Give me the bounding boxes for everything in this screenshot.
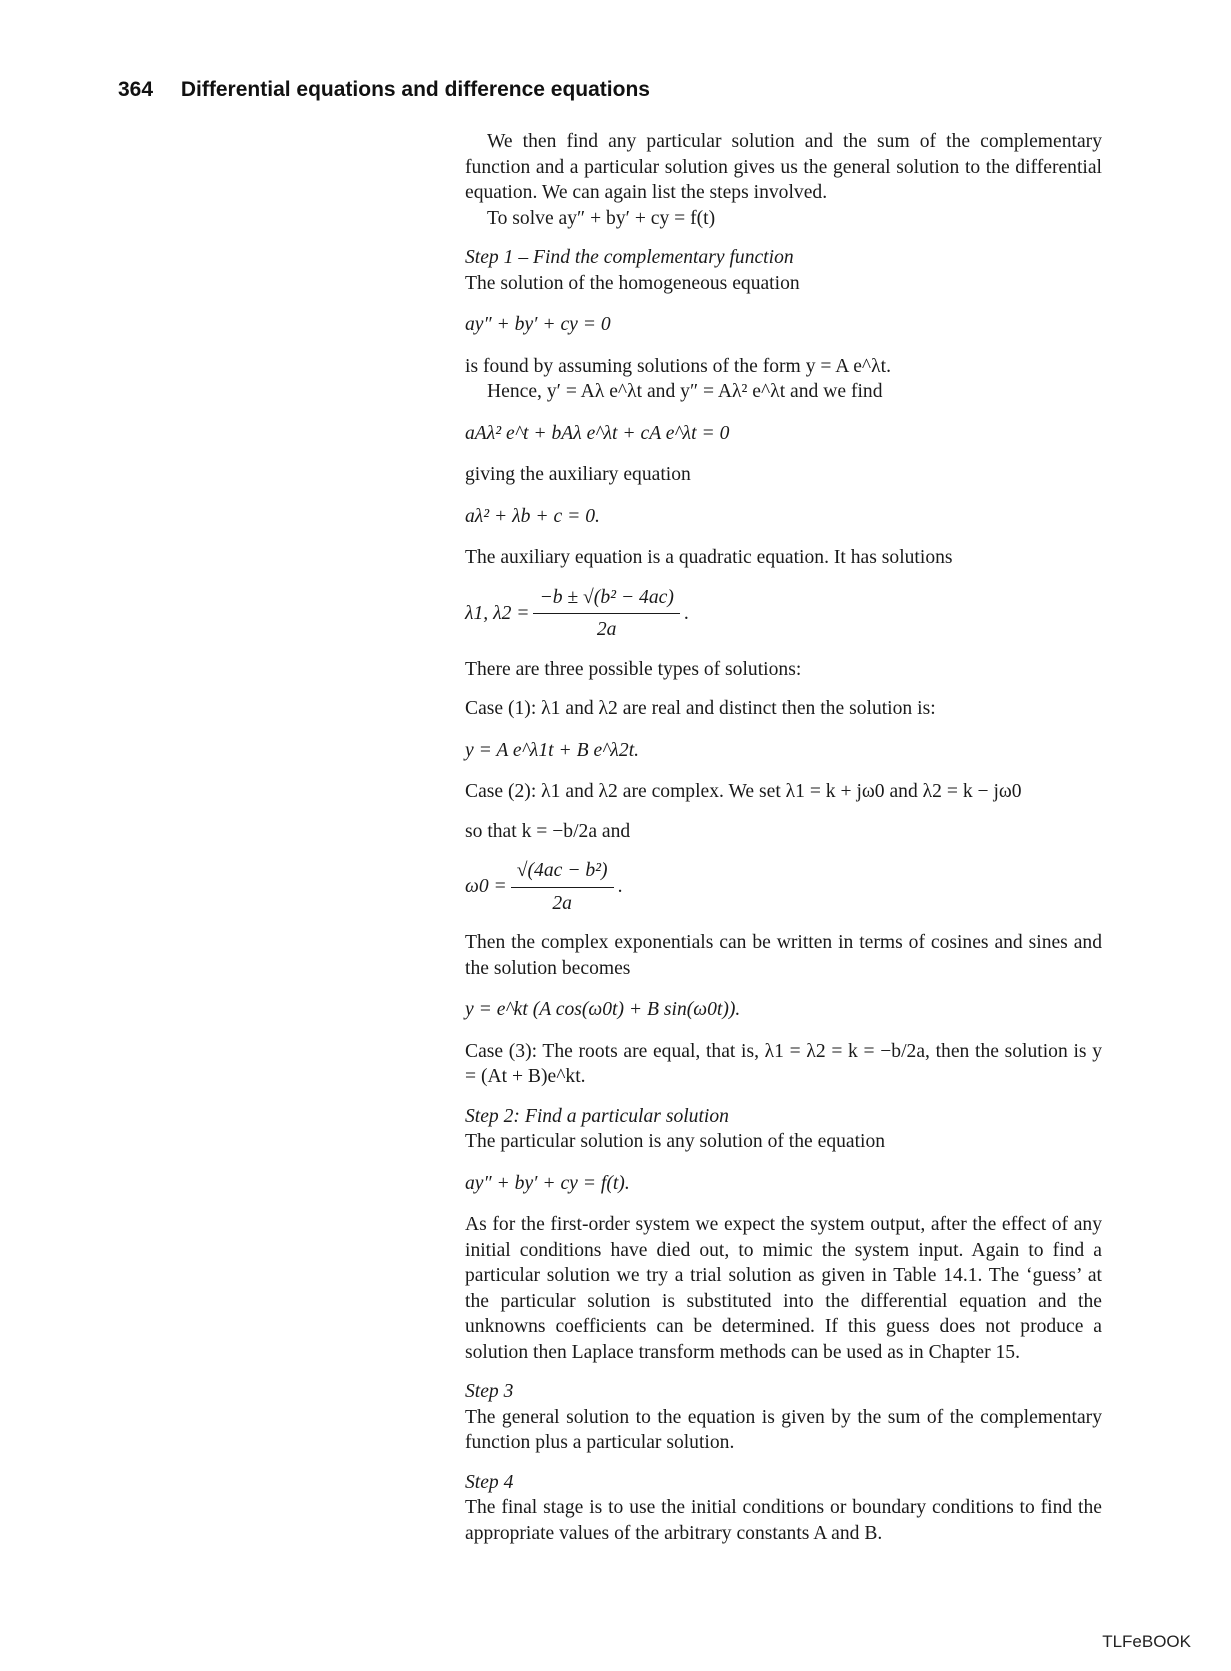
roots-lhs: λ1, λ2 = bbox=[465, 602, 530, 624]
page-header bbox=[118, 78, 650, 102]
equation-substituted: aAλ² e^t + bAλ e^λt + cA e^λt = 0 bbox=[465, 422, 730, 444]
case2-text: Case (2): λ1 and λ2 are complex. We set λ1 = k + jω0 and λ2 = k − jω0 bbox=[465, 781, 1022, 802]
to-solve-line bbox=[465, 206, 1102, 232]
watermark-footer: TLFeBOOK bbox=[1102, 1632, 1191, 1651]
equation-roots: λ1, λ2 = $\frac{\text{−b ± √(b² − 4ac)}}{2a}$ . bbox=[465, 585, 1102, 643]
equation-auxiliary: aλ² + λb + c = 0. bbox=[465, 505, 600, 527]
omega-fraction bbox=[511, 858, 614, 916]
step1-heading: Step 1 – Find the complementary function bbox=[465, 247, 794, 268]
equation-homogeneous: ay″ + by′ + cy = 0 bbox=[465, 314, 611, 335]
so-that-text: so that k = −b/2a and bbox=[465, 820, 631, 842]
three-types-text: There are three possible types of solutions: bbox=[465, 658, 802, 680]
assume-text: is found by assuming solutions of the form y = A e^λt. bbox=[465, 355, 891, 377]
omega-lhs: ω0 = bbox=[465, 876, 507, 898]
giving-text: giving the auxiliary equation bbox=[465, 464, 691, 485]
step1-text: The solution of the homogeneous equation bbox=[465, 272, 800, 294]
step2-text: The particular solution is any solution of the equation bbox=[465, 1131, 886, 1152]
omega-numerator: √(4ac − b²) bbox=[511, 858, 614, 888]
equation-case2: y = e^kt (A cos(ω0t) + B sin(ω0t)). bbox=[465, 999, 741, 1020]
step3-heading: Step 3 bbox=[465, 1381, 514, 1402]
roots-denominator: 2a bbox=[596, 619, 617, 640]
complex-exp-text: Then the complex exponentials can be written in terms of cosines and sines and the solution becomes bbox=[465, 932, 1102, 979]
step4-text: The final stage is to use the initial conditions or boundary conditions to find the appropriate values of the arbitrary constants A and B. bbox=[465, 1497, 1102, 1544]
page-number: 364 bbox=[118, 78, 154, 101]
case1-text: Case (1): λ1 and λ2 are real and distinct then the solution is: bbox=[465, 698, 936, 719]
equation-omega: ω0 = $\frac{\text{√(4ac − b²)}}{2a}$ . bbox=[465, 858, 1102, 916]
step3-text: The general solution to the equation is given by the sum of the complementary function plus a particular solution. bbox=[465, 1406, 1102, 1453]
equation-particular: ay″ + by′ + cy = f(t). bbox=[465, 1172, 630, 1194]
roots-numerator: −b ± √(b² − 4ac) bbox=[533, 585, 679, 615]
chapter-title: Differential equations and difference equations bbox=[180, 78, 650, 101]
case3-text: Case (3): The roots are equal, that is, λ1 = λ2 = k = −b/2a, then the solution is y = (At + B)e^kt. bbox=[465, 1040, 1102, 1087]
roots-fraction bbox=[533, 585, 679, 643]
hence-text: Hence, y′ = Aλ e^λt and y″ = Aλ² e^λt and we find bbox=[487, 381, 883, 402]
step2-heading: Step 2: Find a particular solution bbox=[465, 1105, 729, 1127]
page-body bbox=[465, 129, 1102, 1546]
equation-case1: y = A e^λ1t + B e^λ2t. bbox=[465, 739, 640, 761]
omega-denominator: 2a bbox=[552, 892, 572, 914]
intro-paragraph: We then find any particular solution and the sum of the complementary function and a particular solution gives us the general solution to the differential equation. We can again list the steps involved. bbox=[465, 131, 1102, 203]
first-order-paragraph: As for the first-order system we expect the system output, after the effect of any initial conditions have died out, to mimic the system input. Again to find a particular solution we try a trial solution as given in Table 14.1. The ‘guess’ at the particular solution is substituted into the differential equation and the unknowns coefficients can be determined. If this guess does not produce a solution then Laplace transform methods can be used as in Chapter 15. bbox=[465, 1214, 1102, 1363]
quadratic-text: The auxiliary equation is a quadratic equation. It has solutions bbox=[465, 547, 953, 568]
step4-heading: Step 4 bbox=[465, 1471, 514, 1493]
to-solve-text: To solve ay″ + by′ + cy = f(t) bbox=[487, 207, 716, 229]
